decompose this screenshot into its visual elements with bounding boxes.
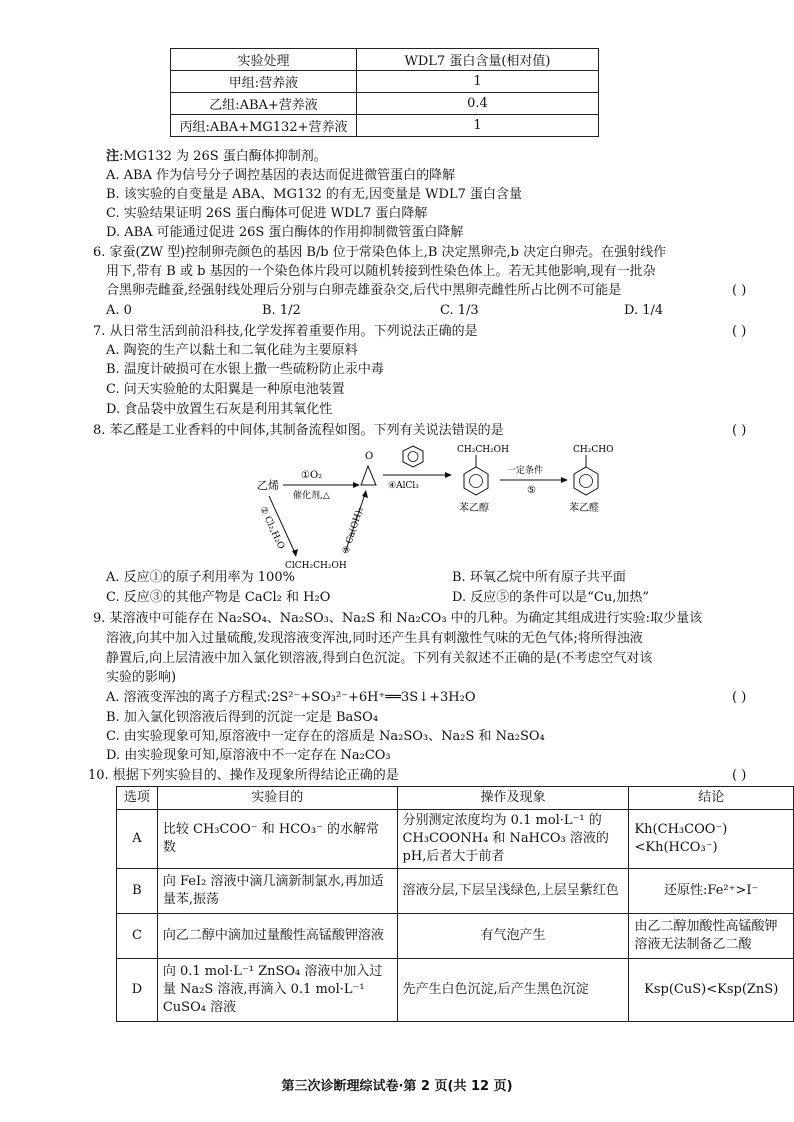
q7-stem: 7. 从日常生活到前沿科技,化学发挥着重要作用。下列说法正确的是 [93, 324, 478, 339]
table-row [117, 914, 794, 959]
q9-option-c: C. 由实验现象可知,原溶液中一定存在的溶质是 Na₂SO₃、Na₂S 和 Na₂SO₄ [106, 729, 545, 744]
table-header-row [171, 49, 599, 71]
step3-label: ③ Ca(OH)₂ [341, 505, 366, 556]
table-header-cell: 选项 [117, 787, 158, 810]
table-row [171, 71, 599, 93]
q6-option-b: B. 1/2 [262, 303, 301, 318]
catalyst-label: 催化剂,△ [293, 491, 330, 501]
table-cell: C [117, 914, 158, 959]
table-cell: 分别测定浓度均为 0.1 mol·L⁻¹ 的 CH₃COONH₄ 和 NaHCO₃ 溶液的 pH,后者大于前者 [397, 810, 629, 869]
q7-option-c: C. 问天实验舱的太阳翼是一种原电池装置 [106, 382, 345, 397]
q9-option-b: B. 加入氯化钡溶液后得到的沉淀一定是 BaSO₄ [106, 710, 379, 725]
table-cell: 1 [357, 115, 599, 137]
q8-option-b: B. 环氧乙烷中所有原子共平面 [452, 570, 626, 585]
table-header-cell: 结论 [629, 787, 794, 810]
table-header-cell: 实验处理 [171, 49, 357, 71]
benzene-reagent-icon [403, 446, 423, 467]
table-row [117, 959, 794, 1022]
note-label: 注 [106, 149, 120, 164]
q9-option-d: D. 由实验现象可知,原溶液中不一定存在 Na₂CO₃ [106, 748, 391, 763]
q9-line2: 溶液,向其中加入过量硫酸,发现溶液变浑浊,同时还产生具有刺激性气味的无色气体;将所得浊液 [106, 631, 643, 646]
q5-option-d: D. ABA 可能通过促进 26S 蛋白酶体的作用抑制微管蛋白降解 [106, 225, 464, 240]
table-cell: 1 [357, 71, 599, 93]
table-cell: 乙组:ABA+营养液 [171, 93, 357, 115]
table-cell: 溶液分层,下层呈浅绿色,上层呈紫红色 [397, 869, 629, 914]
ethylene-label: 乙烯 [257, 479, 279, 492]
q10-stem: 10. 根据下列实验目的、操作及现象所得结论正确的是 [88, 768, 399, 783]
table-cell: B [117, 869, 158, 914]
table-cell: A [117, 810, 158, 869]
table-cell: 0.4 [357, 93, 599, 115]
arrowhead-step2 [292, 549, 298, 557]
q6-option-a: A. 0 [106, 303, 132, 318]
q8-option-d: D. 反应⑤的条件可以是“Cu,加热” [452, 590, 649, 605]
table-row [117, 810, 794, 869]
table-cell: 向乙二醇中滴加过量酸性高锰酸钾溶液 [157, 914, 397, 959]
q6-option-d: D. 1/4 [624, 303, 664, 318]
q10-options-table [116, 786, 794, 1022]
table-row [117, 869, 794, 914]
arrowhead-step3 [362, 490, 368, 498]
q8-option-c: C. 反应③的其他产物是 CaCl₂ 和 H₂O [106, 590, 331, 605]
clch2ch2oh-label: ClCH₂CH₂OH [285, 561, 347, 571]
table-cell: 先产生白色沉淀,后产生黑色沉淀 [397, 959, 629, 1022]
table-header-row [117, 787, 794, 810]
q7-option-b: B. 温度计破损可在水银上撒一些硫粉防止汞中毒 [106, 362, 384, 377]
benzene-ring-circle [470, 475, 483, 488]
arrowhead-step1 [353, 482, 360, 488]
q7-option-d: D. 食品袋中放置生石灰是利用其氧化性 [106, 402, 333, 417]
q7-option-a: A. 陶瓷的生产以黏土和二氧化硅为主要原料 [106, 343, 358, 358]
q7-answer-paren: ( ) [732, 324, 747, 339]
epoxide-ring [361, 466, 376, 485]
q9-option-a: A. 溶液变浑浊的离子方程式:2S²⁻+SO₃²⁻+6H⁺══3S↓+3H₂O [106, 690, 476, 705]
q5-note [106, 147, 327, 166]
table-cell: Kh(CH₃COO⁻)<Kh(HCO₃⁻) [629, 810, 794, 869]
benzene-ring-icon [464, 467, 488, 495]
step1-label: ①O₂ [301, 470, 323, 481]
ch2ch2oh-label: CH₂CH₂OH [457, 445, 509, 455]
table-header-cell: 操作及现象 [397, 787, 629, 810]
table-cell: D [117, 959, 158, 1022]
table-header-cell: 实验目的 [157, 787, 397, 810]
table-cell: 丙组:ABA+MG132+营养液 [171, 115, 357, 137]
table-header-cell: WDL7 蛋白含量(相对值) [357, 49, 599, 71]
q9-line4: 实验的影响) [106, 670, 177, 685]
page-footer: 第三次诊断理综试卷·第 2 页(共 12 页) [281, 1079, 513, 1094]
q5-option-a: A. ABA 作为信号分子调控基因的表达而促进微管蛋白的降解 [106, 168, 456, 183]
table-cell: 比较 CH₃COO⁻ 和 HCO₃⁻ 的水解常数 [157, 810, 397, 869]
step4-label: ④AlCl₃ [388, 481, 419, 491]
table-row [171, 93, 599, 115]
ch2cho-label: CH₂CHO [573, 445, 614, 455]
experiment-table [170, 48, 599, 137]
arrowhead-step4 [445, 472, 452, 478]
q6-line1: 6. 家蚕(ZW 型)控制卵壳颜色的基因 B/b 位于常染色体上,B 决定黑卵壳,b 决定白卵壳。在强射线作 [93, 245, 667, 260]
table-cell: 向 0.1 mol·L⁻¹ ZnSO₄ 溶液中加入过量 Na₂S 溶液,再滴入 0.1 mol·L⁻¹ CuSO₄ 溶液 [157, 959, 397, 1022]
q8-answer-paren: ( ) [732, 423, 747, 438]
table-cell: 由乙二醇加酸性高锰酸钾溶液无法制备乙二酸 [629, 914, 794, 959]
q6-answer-paren: ( ) [732, 283, 747, 298]
step5-label: ⑤ [527, 485, 536, 496]
epoxide-oxygen: O [365, 451, 374, 462]
step2-label: ② Cl₂,H₂O [257, 505, 286, 551]
benzene-ring-icon [574, 467, 598, 495]
table-cell: 甲组:营养液 [171, 71, 357, 93]
q8-stem: 8. 苯乙醛是工业香料的中间体,其制备流程如图。下列有关说法错误的是 [93, 423, 504, 438]
table-cell: 向 FeI₂ 溶液中滴几滴新制氯水,再加适量苯,振荡 [157, 869, 397, 914]
q9-line3: 静置后,向上层清液中加入氯化钡溶液,得到白色沉淀。下列有关叙述不正确的是(不考虑空气对该 [106, 651, 653, 666]
q6-option-c: C. 1/3 [440, 303, 479, 318]
synthesis-flow-diagram [255, 440, 635, 572]
q5-option-c: C. 实验结果证明 26S 蛋白酶体可促进 WDL7 蛋白降解 [106, 206, 428, 221]
cond5-label: 一定条件 [507, 466, 544, 476]
table-row [171, 115, 599, 137]
benzene-ring-circle [580, 475, 593, 488]
table-cell: Ksp(CuS)<Ksp(ZnS) [629, 959, 794, 1022]
phenylacetaldehyde-label: 苯乙醛 [569, 503, 599, 514]
q9-line1: 9. 某溶液中可能存在 Na₂SO₄、Na₂SO₃、Na₂S 和 Na₂CO₃ 中的几种。为确定其组成进行实验:取少量该 [93, 611, 703, 626]
q8-option-a: A. 反应①的原子利用率为 100% [106, 570, 295, 585]
benzene-ring-circle [408, 452, 418, 462]
phenylethanol-label: 苯乙醇 [459, 503, 489, 514]
table-cell: 有气泡产生 [397, 914, 629, 959]
q9-answer-paren: ( ) [732, 690, 747, 705]
q6-line3: 合黑卵壳雌蚕,经强射线处理后分别与白卵壳雄蚕杂交,后代中黑卵壳雌性所占比例不可能是 [106, 283, 622, 298]
arrowhead-step5 [561, 477, 568, 483]
q6-line2: 用下,带有 B 或 b 基因的一个染色体片段可以随机转接到性染色体上。若无其他影响,现有一批杂 [106, 264, 656, 279]
q10-answer-paren: ( ) [732, 768, 747, 783]
q5-option-b: B. 该实验的自变量是 ABA、MG132 的有无,因变量是 WDL7 蛋白含量 [106, 187, 523, 202]
table-cell: 还原性:Fe²⁺>I⁻ [629, 869, 794, 914]
note-text: :MG132 为 26S 蛋白酶体抑制剂。 [119, 149, 327, 164]
